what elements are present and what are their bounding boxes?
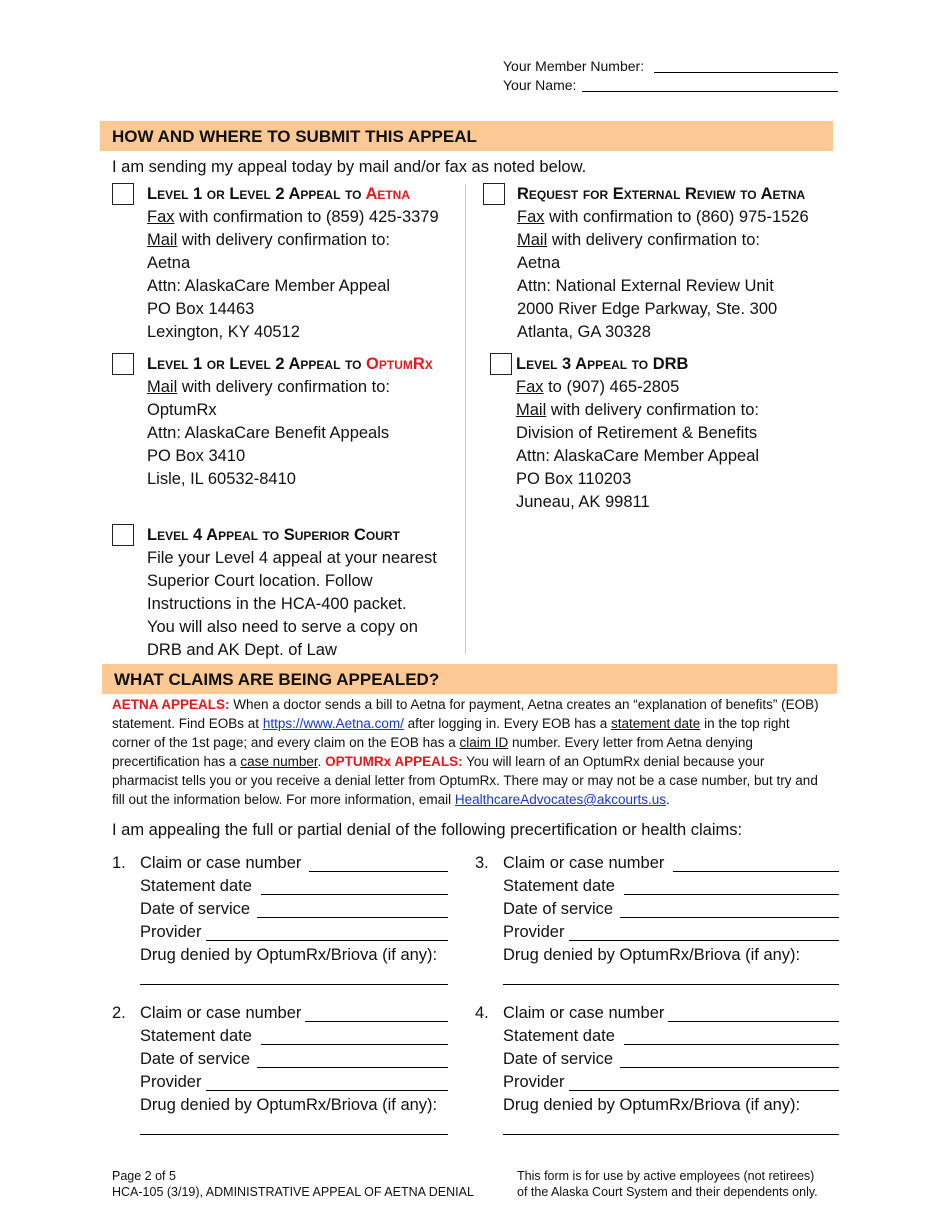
date-of-service-field[interactable] bbox=[257, 1067, 448, 1068]
column-divider bbox=[465, 184, 466, 654]
email-link[interactable]: HealthcareAdvocates@akcourts.us bbox=[454, 792, 666, 807]
superior-level4-checkbox[interactable] bbox=[112, 524, 134, 546]
superior-level4-option: Level 4 Appeal to Superior Court File your Level 4 appeal at your nearest Superior Court location. Follow Instructions in the HCA-400 packet. You will also need to serve a copy on DRB and AK Dept. of Law bbox=[147, 526, 437, 659]
superior-level4-title: Level 4 Appeal to Superior Court bbox=[147, 526, 400, 544]
claims-intro: I am appealing the full or partial denial of the following precertification or health claims: bbox=[112, 821, 743, 839]
drb-level3-checkbox[interactable] bbox=[490, 353, 512, 375]
submit-intro: I am sending my appeal today by mail and/or fax as noted below. bbox=[112, 158, 587, 176]
external-review-title: Request for External Review to Aetna bbox=[517, 185, 806, 203]
drug-denied-field[interactable] bbox=[503, 984, 839, 985]
claims-instructions: AETNA APPEALS: When a doctor sends a bill to Aetna for payment, Aetna creates an “explanation of benefits” (EOB) statement. Find EOBs at https://www.Aetna.com/ after logging in. Every EOB has a statement date in the top right corner of the 1st page; and every claim on the EOB has a claim ID number. Every letter from Aetna denying precertification has a case number. OPTUMRx APPEALS: You will learn of an OptumRx denial because your pharmacist tells you or you receive a denial letter from OptumRx. There may or may not be a case number, but try and fill out the information below. For more information, email HealthcareAdvocates@akcourts.us. bbox=[112, 697, 819, 807]
claim-number-field[interactable] bbox=[309, 871, 448, 872]
optum-level12-checkbox[interactable] bbox=[112, 353, 134, 375]
section-submit-header bbox=[100, 121, 833, 151]
section-claims-title: WHAT CLAIMS ARE BEING APPEALED? bbox=[114, 670, 440, 689]
claim-block-2: 2. Claim or case number Statement date Date of service Provider Drug denied by OptumRx/Briova (if any): bbox=[112, 1002, 448, 1117]
drb-level3-option: Level 3 Appeal to DRB Fax to (907) 465-2805 Mail with delivery confirmation to: Division of Retirement & Benefits Attn: AlaskaCare Member Appeal PO Box 110203 Juneau, AK 99811 bbox=[516, 355, 760, 511]
date-of-service-field[interactable] bbox=[620, 1067, 839, 1068]
claim-block-4: 4. Claim or case number Statement date Date of service Provider Drug denied by OptumRx/Briova (if any): bbox=[475, 1002, 839, 1117]
section-submit-title: HOW AND WHERE TO SUBMIT THIS APPEAL bbox=[112, 127, 477, 146]
provider-field[interactable] bbox=[206, 1090, 448, 1091]
drug-denied-field[interactable] bbox=[140, 984, 448, 985]
aetna-level12-option: Level 1 or Level 2 Appeal to Aetna Fax with confirmation to (859) 425-3379 Mail with delivery confirmation to: Aetna Attn: AlaskaCare Member Appeal PO Box 14463 Lexington, KY 40512 bbox=[147, 185, 439, 341]
external-review-checkbox[interactable] bbox=[483, 183, 505, 205]
statement-date-field[interactable] bbox=[624, 1044, 839, 1045]
claim-block-1: 1. Claim or case number Statement date Date of service Provider Drug denied by OptumRx/Briova (if any): bbox=[112, 852, 448, 967]
statement-date-field[interactable] bbox=[624, 894, 839, 895]
aetna-level12-title: Level 1 or Level 2 Appeal to Aetna bbox=[147, 185, 411, 203]
footer-note-1: This form is for use by active employees (not retirees) bbox=[517, 1169, 815, 1183]
footer-right bbox=[517, 1168, 818, 1200]
form-id: HCA-105 (3/19), ADMINISTRATIVE APPEAL OF AETNA DENIAL bbox=[112, 1185, 474, 1199]
optum-level12-option: Level 1 or Level 2 Appeal to OptumRx Mail with delivery confirmation to: OptumRx Attn: AlaskaCare Benefit Appeals PO Box 3410 Lisle, IL 60532-8410 bbox=[147, 355, 433, 488]
provider-field[interactable] bbox=[569, 940, 839, 941]
footer-note-2: of the Alaska Court System and their dependents only. bbox=[517, 1185, 818, 1199]
provider-field[interactable] bbox=[569, 1090, 839, 1091]
aetna-link[interactable]: https://www.Aetna.com/ bbox=[262, 716, 404, 731]
claim-number-field[interactable] bbox=[673, 871, 839, 872]
date-of-service-field[interactable] bbox=[257, 917, 448, 918]
aetna-level12-checkbox[interactable] bbox=[112, 183, 134, 205]
claim-number: 2. bbox=[112, 1004, 126, 1022]
claim-number-field[interactable] bbox=[668, 1021, 839, 1022]
drug-denied-field[interactable] bbox=[140, 1134, 448, 1135]
claim-number-field[interactable] bbox=[305, 1021, 448, 1022]
name-label: Your Name: bbox=[503, 77, 577, 93]
member-number-label: Your Member Number: bbox=[503, 58, 645, 74]
claim-number: 3. bbox=[475, 854, 489, 872]
date-of-service-field[interactable] bbox=[620, 917, 839, 918]
optumrx-appeals-label: OPTUMRx APPEALS: bbox=[325, 754, 463, 769]
footer-left bbox=[112, 1168, 474, 1200]
external-review-option: Request for External Review to Aetna Fax with confirmation to (860) 975-1526 Mail with delivery confirmation to: Aetna Attn: National External Review Unit 2000 River Edge Parkway, Ste. 300 Atlanta, GA 30328 bbox=[517, 185, 809, 341]
member-number-field[interactable] bbox=[654, 72, 838, 73]
aetna-appeals-label: AETNA APPEALS: bbox=[112, 697, 230, 712]
section-claims-header bbox=[102, 664, 837, 694]
statement-date-field[interactable] bbox=[261, 894, 448, 895]
claim-number: 4. bbox=[475, 1004, 489, 1022]
name-field[interactable] bbox=[582, 91, 838, 92]
provider-field[interactable] bbox=[206, 940, 448, 941]
drb-level3-title: Level 3 Appeal to DRB bbox=[516, 355, 689, 373]
claim-block-3: 3. Claim or case number Statement date Date of service Provider Drug denied by OptumRx/Briova (if any): bbox=[475, 852, 839, 967]
statement-date-field[interactable] bbox=[261, 1044, 448, 1045]
page-number: Page 2 of 5 bbox=[112, 1169, 176, 1183]
optum-level12-title: Level 1 or Level 2 Appeal to OptumRx bbox=[147, 355, 433, 373]
drug-denied-field[interactable] bbox=[503, 1134, 839, 1135]
claim-number: 1. bbox=[112, 854, 126, 872]
